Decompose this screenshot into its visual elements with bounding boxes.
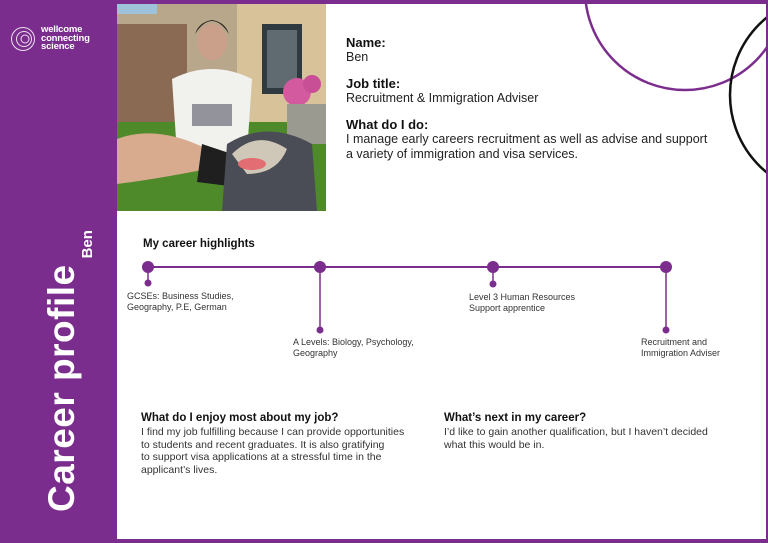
page-subtitle: Ben xyxy=(79,230,96,259)
milestone-label-gcses xyxy=(127,291,234,313)
milestone-label-apprentice xyxy=(469,292,575,314)
milestone-line: Geography, P.E, German xyxy=(127,302,227,312)
frame-top-border xyxy=(0,0,768,4)
milestone-line: Level 3 Human Resources xyxy=(469,292,576,302)
enjoy-line: I find my job fulfilling because I can provide opportunities xyxy=(141,426,405,438)
milestone-line: Recruitment and xyxy=(641,337,708,347)
logo-line: connecting xyxy=(41,32,90,44)
enjoy-title: What do I enjoy most about my job? xyxy=(141,412,339,424)
page-title: Career profile xyxy=(41,264,82,512)
logo-line: science xyxy=(41,41,75,53)
milestone-dot xyxy=(660,261,672,273)
name-value: Ben xyxy=(346,50,369,64)
what-do-i-do-label: What do I do: xyxy=(346,117,429,132)
milestone-line: GCSEs: Business Studies, xyxy=(127,291,234,301)
milestone-label-a-levels xyxy=(293,337,414,359)
job-title-label: Job title: xyxy=(346,76,401,91)
next-title: What’s next in my career? xyxy=(444,412,587,424)
enjoy-section xyxy=(141,412,441,476)
what-do-i-do-line: I manage early careers recruitment as well as advise and support xyxy=(346,132,708,146)
milestone-end-dot xyxy=(145,280,152,287)
milestone-dot xyxy=(142,261,154,273)
milestone-line: A Levels: Biology, Psychology, xyxy=(293,337,414,347)
enjoy-text xyxy=(141,426,441,476)
next-line: I’d like to gain another qualification, but I haven’t decided xyxy=(444,426,708,438)
career-highlights-title: My career highlights xyxy=(143,238,255,250)
enjoy-line: to support visa applications at a stressful time in the xyxy=(141,451,382,463)
job-title-value: Recruitment & Immigration Adviser xyxy=(346,91,539,105)
logo-line: wellcome xyxy=(41,24,83,36)
milestone-end-dot xyxy=(317,327,324,334)
name-label: Name: xyxy=(346,35,386,50)
milestone-dot xyxy=(487,261,499,273)
milestone-line: Immigration Adviser xyxy=(641,348,721,358)
milestone-label-adviser xyxy=(641,337,720,359)
milestone-dot xyxy=(314,261,326,273)
milestone-end-dot xyxy=(490,281,497,288)
milestone-end-dot xyxy=(663,327,670,334)
enjoy-line: applicant’s lives. xyxy=(141,463,218,476)
next-line: what this would be in. xyxy=(444,438,545,451)
next-text xyxy=(444,426,744,451)
frame-bottom-border xyxy=(0,539,768,543)
milestone-line: Support apprentice xyxy=(469,303,546,313)
what-do-i-do-line: a variety of immigration and visa services. xyxy=(346,147,579,161)
next-section xyxy=(444,412,744,451)
enjoy-line: to students and recent graduates. It is also gratifying xyxy=(141,438,385,451)
milestone-line: Geography xyxy=(293,348,338,358)
